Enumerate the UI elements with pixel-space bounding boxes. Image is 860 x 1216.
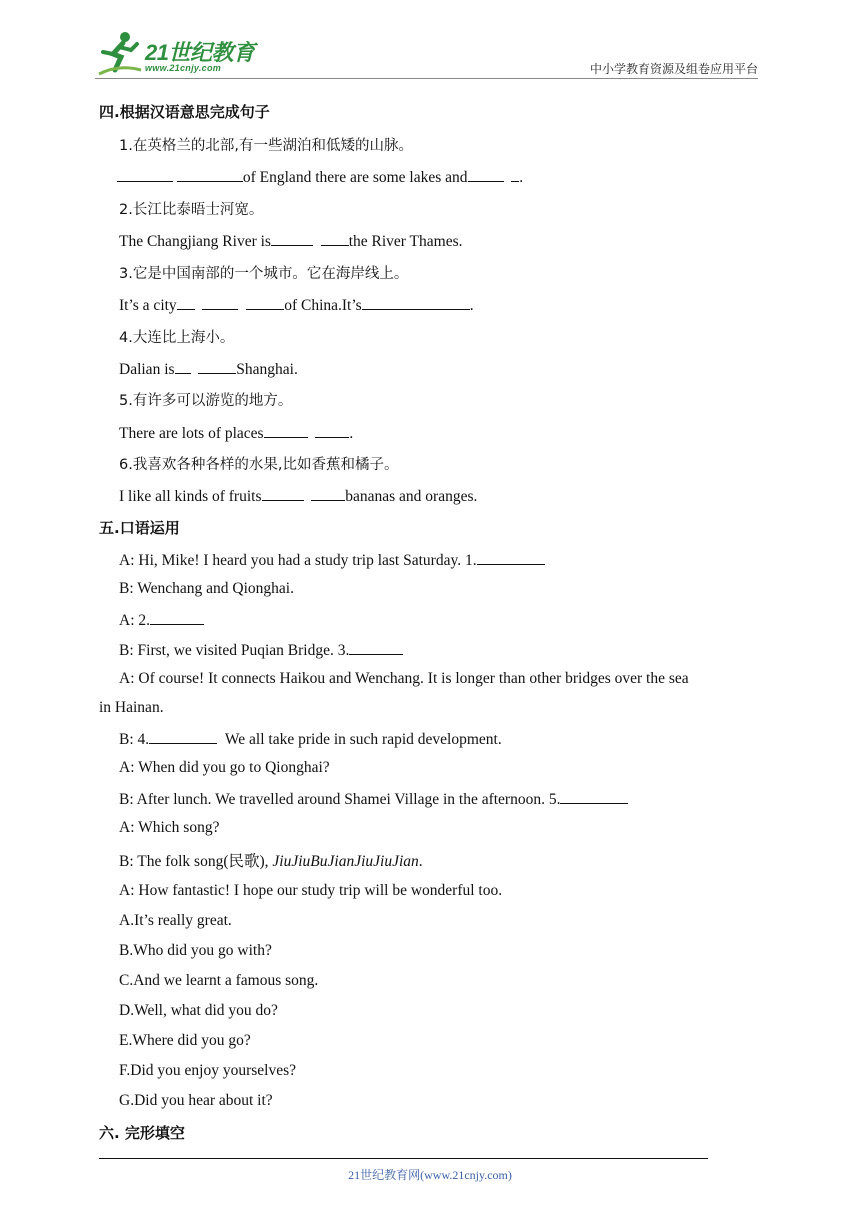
blank[interactable] [362, 295, 470, 310]
q4-text-b: Shanghai. [236, 361, 298, 378]
q6-text-b: bananas and oranges. [345, 488, 478, 505]
q1-chinese: 1.在英格兰的北部,有一些湖泊和低矮的山脉。 [119, 138, 413, 154]
dialogue-line-4 [119, 640, 403, 660]
section-4-title: 四.根据汉语意思完成句子 [99, 103, 270, 121]
q1-text-b: . [519, 169, 524, 186]
dialogue-text: A: 2. [119, 612, 150, 629]
q2-text-a: The Changjiang River is [119, 233, 271, 250]
option-a: A.It’s really great. [119, 912, 232, 929]
option-g: G.Did you hear about it? [119, 1092, 273, 1109]
q3-english [119, 295, 474, 315]
q3-text-a: It’s a city [119, 297, 177, 314]
q6-english [119, 486, 477, 506]
q3-text-b: of China.It’s [284, 297, 362, 314]
header-divider [95, 78, 758, 79]
dialogue-text: We all take pride in such rapid development. [224, 731, 502, 748]
dialogue-line-5a: A: Of course! It connects Haikou and Wenchang. It is longer than other bridges over the sea [119, 670, 689, 687]
dialogue-text: B: After lunch. We travelled around Shamei Village in the afternoon. 5. [119, 791, 561, 808]
option-f: F.Did you enjoy yourselves? [119, 1062, 296, 1079]
runner-logo-icon [95, 30, 143, 76]
answer-blank-1[interactable] [477, 550, 545, 565]
q2-english [119, 231, 463, 251]
section-5-title: 五.口语运用 [99, 519, 180, 537]
blank[interactable] [202, 295, 238, 310]
logo-url: www.21cnjy.com [145, 63, 222, 73]
blank[interactable] [198, 359, 236, 374]
page-header [95, 30, 758, 78]
dialogue-line-11: A: How fantastic! I hope our study trip will be wonderful too. [119, 882, 503, 899]
q2-text-b: the River Thames. [348, 233, 463, 250]
blank[interactable] [246, 295, 284, 310]
logo-text: 21世纪教育 [145, 40, 255, 65]
dialogue-line-8 [119, 789, 628, 809]
q4-chinese: 4.大连比上海小。 [119, 330, 235, 346]
q5-english [119, 423, 353, 443]
q5-text-a: There are lots of places [119, 425, 264, 442]
q6-text-a: I like all kinds of fruits [119, 488, 262, 505]
option-c: C.And we learnt a famous song. [119, 972, 319, 989]
dialogue-line-10 [119, 849, 423, 871]
dialogue-text: B: First, we visited Puqian Bridge. 3. [119, 642, 350, 659]
q5-chinese: 5.有许多可以游览的地方。 [119, 393, 293, 409]
blank[interactable] [321, 231, 349, 246]
q2-chinese: 2.长江比泰晤士河宽。 [119, 202, 264, 218]
blank[interactable] [177, 167, 243, 182]
blank[interactable] [264, 423, 308, 438]
dialogue-line-9: A: Which song? [119, 819, 220, 836]
blank[interactable] [117, 167, 173, 182]
dialogue-text: A: Hi, Mike! I heard you had a study trip last Saturday. 1. [119, 552, 477, 569]
dialogue-line-1 [119, 550, 545, 570]
q1-english [117, 167, 523, 187]
q3-chinese: 3.它是中国南部的一个城市。它在海岸线上。 [119, 266, 409, 282]
q1-text-a: of England there are some lakes and [242, 169, 468, 186]
platform-name: 中小学教育资源及组卷应用平台 [589, 62, 758, 76]
option-b: B.Who did you go with? [119, 942, 272, 959]
q4-text-a: Dalian is [119, 361, 175, 378]
answer-blank-3[interactable] [349, 640, 403, 655]
logo [95, 30, 265, 76]
song-title: JiuJiuBuJianJiuJiuJian [272, 853, 419, 870]
blank[interactable] [175, 359, 191, 374]
option-d: D.Well, what did you do? [119, 1002, 278, 1019]
blank[interactable] [311, 486, 345, 501]
q5-text-b: . [349, 425, 354, 442]
dialogue-line-6 [119, 729, 502, 749]
dialogue-text: B: 4. [119, 731, 150, 748]
section-6-title: 六. 完形填空 [99, 1124, 185, 1142]
option-e: E.Where did you go? [119, 1032, 251, 1049]
q3-text-c: . [469, 297, 474, 314]
blank[interactable] [468, 167, 504, 182]
blank[interactable] [177, 295, 195, 310]
blank[interactable] [262, 486, 304, 501]
answer-blank-4[interactable] [149, 729, 217, 744]
q4-english [119, 359, 298, 379]
answer-blank-2[interactable] [150, 610, 204, 625]
dialogue-text: . [418, 853, 423, 870]
footer-divider [99, 1158, 708, 1159]
dialogue-line-7: A: When did you go to Qionghai? [119, 759, 330, 776]
blank[interactable] [315, 423, 349, 438]
q6-chinese: 6.我喜欢各种各样的水果,比如香蕉和橘子。 [119, 457, 399, 473]
footer-text: 21世纪教育网(www.21cnjy.com) [348, 1168, 512, 1182]
dialogue-line-2: B: Wenchang and Qionghai. [119, 580, 294, 597]
dialogue-line-3 [119, 610, 204, 630]
answer-blank-5[interactable] [560, 789, 628, 804]
blank[interactable] [271, 231, 313, 246]
dialogue-text: B: The folk song(民歌), [119, 853, 273, 870]
dialogue-line-5b: in Hainan. [99, 699, 164, 716]
